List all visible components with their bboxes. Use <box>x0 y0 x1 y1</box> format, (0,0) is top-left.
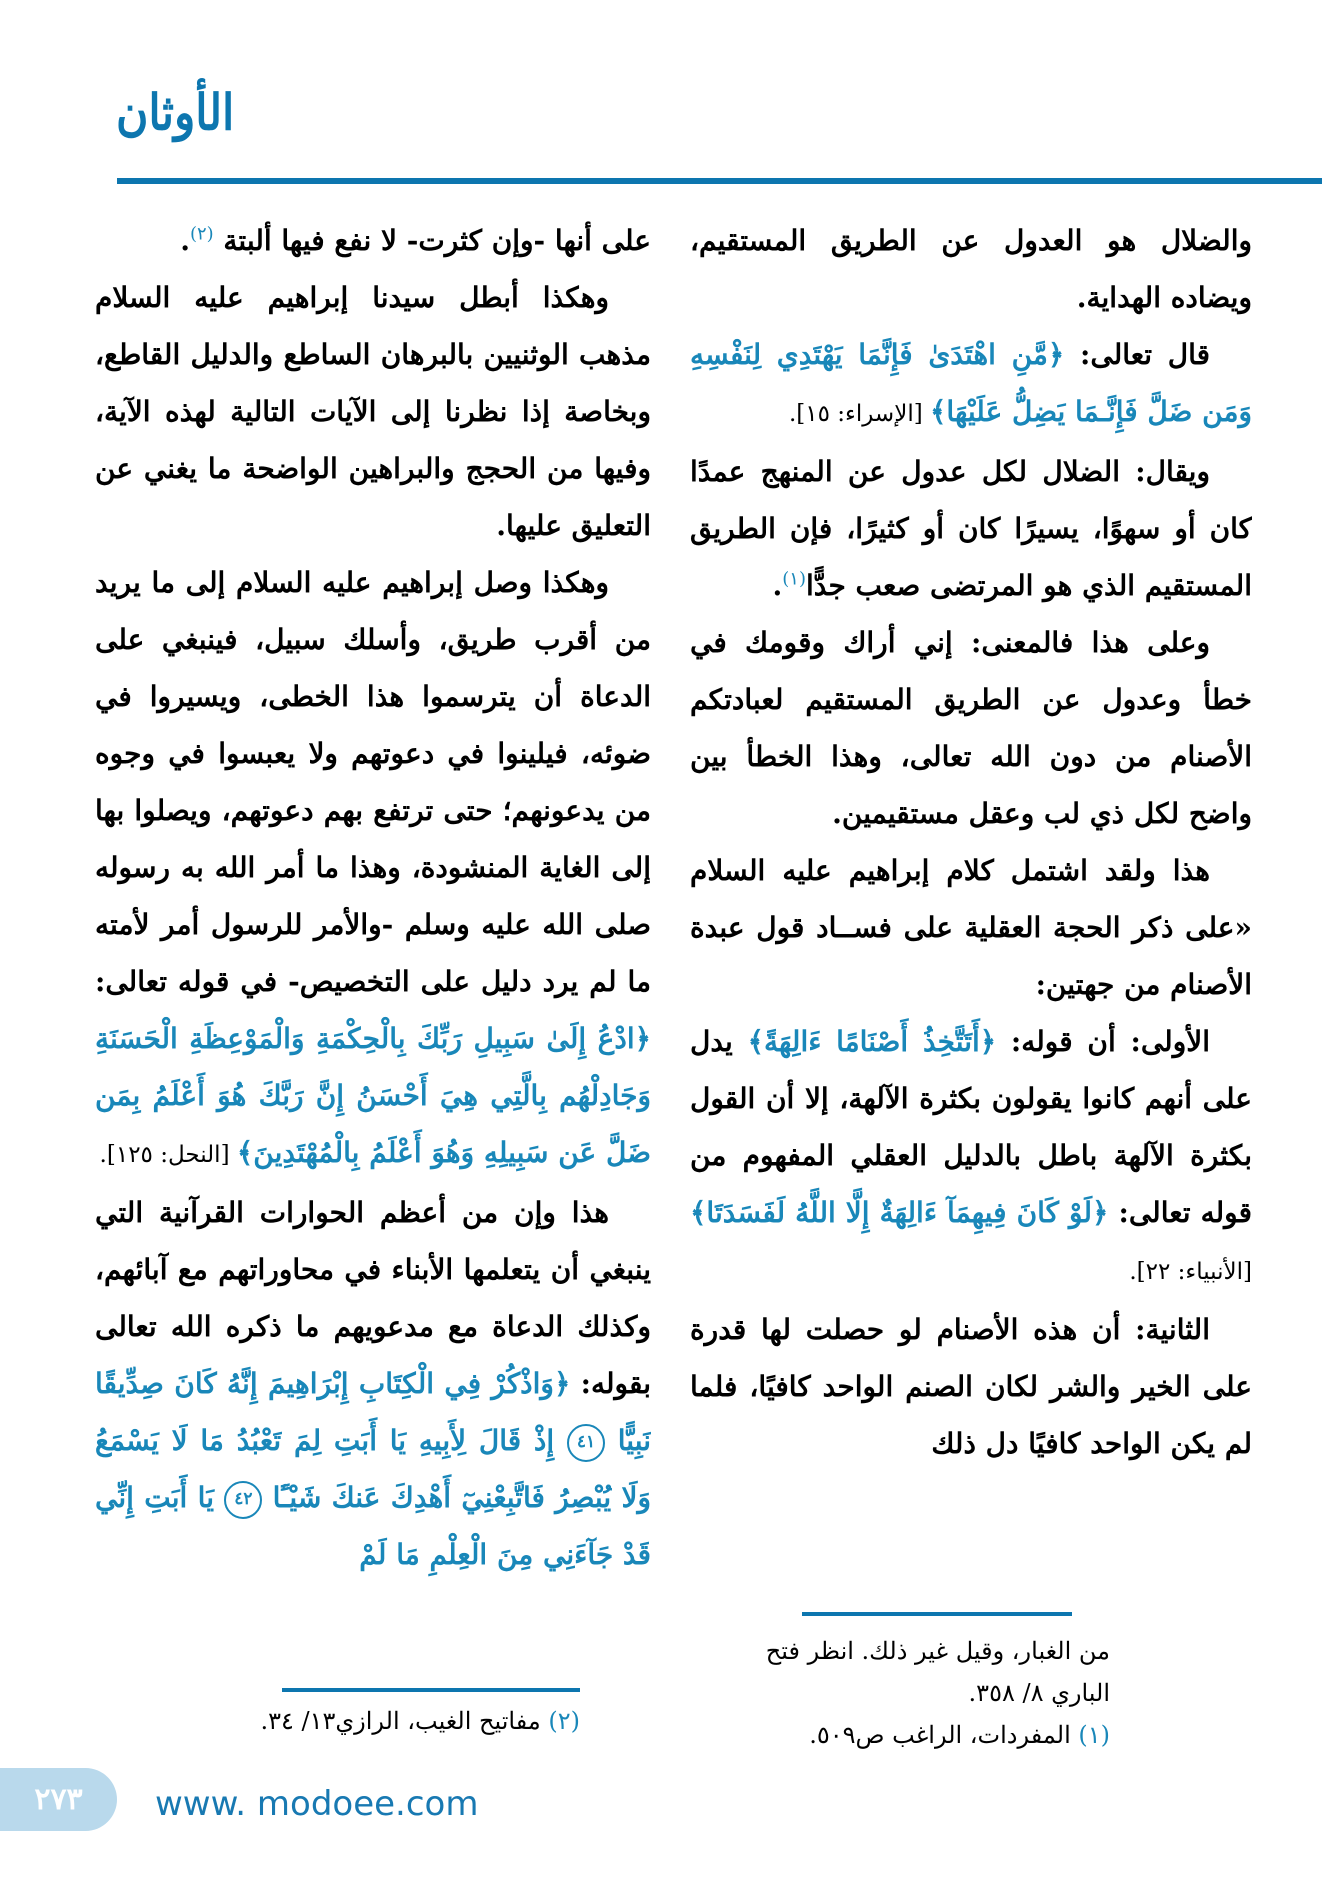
footnote-block-right <box>700 1630 1110 1756</box>
quran-verse: ﴿ادْعُ إِلَىٰ سَبِيلِ رَبِّكَ بِالْحِكْمَةِ وَالْمَوْعِظَةِ الْحَسَنَةِ وَجَادِلْهُم بِالَّتِي هِيَ أَحْسَنُ إِنَّ رَبَّكَ هُوَ أَعْلَمُ بِمَن ضَلَّ عَن سَبِيلِهِ وَهُوَ أَعْلَمُ بِالْمُهْتَدِينَ﴾ <box>95 1022 651 1169</box>
site-url: www. modoee.com <box>155 1784 479 1824</box>
footnote-block-left <box>152 1700 580 1742</box>
footnote-separator-right <box>802 1612 1072 1616</box>
header-rule <box>117 178 1322 184</box>
text-run: مفاتيح الغيب، الرازي١٣/ ٣٤. <box>260 1707 541 1735</box>
column-right <box>690 212 1252 1604</box>
paragraph <box>700 1630 1110 1714</box>
footnote-ref: (٢) <box>189 223 214 245</box>
paragraph <box>690 1301 1252 1472</box>
quran-verse: يَا أَبَتِ إِنِّي قَدْ جَآءَنِي مِنَ الْعِلْمِ مَا لَمْ <box>95 1481 651 1571</box>
column-left <box>95 212 651 1677</box>
text-run: يدل على أنهم كانوا يقولون بكثرة الآلهة، إلا أن القول بكثرة الآلهة باطل بالدليل العقلي المفهوم من قوله تعالى: <box>690 1025 1252 1229</box>
text-run: الثانية: أن هذه الأصنام لو حصلت لها قدرة على الخير والشر لكان الصنم الواحد كافيًا، فلما لم يكن الواحد كافيًا دل ذلك <box>690 1313 1252 1460</box>
paragraph <box>690 842 1252 1013</box>
ayah-number-badge: ٤٢ <box>224 1481 262 1519</box>
paragraph <box>95 554 651 1184</box>
paragraph <box>690 212 1252 326</box>
paragraph <box>700 1714 1110 1756</box>
text-run: وعلى هذا فالمعنى: إني أراك وقومك في خطأ وعدول عن الطريق المستقيم لعبادتكم الأصنام من دون الله تعالى، وهذا الخطأ بين واضح لكل ذي لب وعقل مستقيمين. <box>690 626 1252 830</box>
text-run: المفردات، الراغب ص٥٠٩. <box>809 1721 1071 1749</box>
page-number: ٢٧٣ <box>34 1781 83 1817</box>
paragraph <box>690 443 1252 614</box>
text-run: هذا ولقد اشتمل كلام إبراهيم عليه السلام «على ذكر الحجة العقلية على فســاد قول عبدة الأصنام من جهتين: <box>690 854 1252 1001</box>
quran-verse: ﴿مَّنِ اهْتَدَىٰ فَإِنَّمَا يَهْتَدِي لِنَفْسِهِ وَمَن ضَلَّ فَإِنَّـمَا يَضِلُّ عَلَيْهَا﴾ <box>690 338 1252 428</box>
verse-reference: [النحل: ١٢٥]. <box>99 1142 237 1168</box>
text-run: وهكذا وصل إبراهيم عليه السلام إلى ما يريد من أقرب طريق، وأسلك سبيل، فينبغي على الدعاة أن يترسموا هذا الخطى، ويسيروا في ضوئه، فيلينوا في دعوتهم ولا يعبسوا في وجوه من يدعونهم؛ حتى ترتفع بهم دعوتهم، ويصلوا بها إلى الغاية المنشودة، وهذا ما أمر الله به رسوله صلى الله عليه وسلم -والأمر للرسول أمر لأمته ما لم يرد دليل على التخصيص- في قوله تعالى: <box>95 566 651 998</box>
chapter-logo-al-awthan: الأوثان <box>116 84 235 142</box>
footnote-marker: (٢) <box>540 1707 580 1735</box>
text-run: . <box>772 569 783 602</box>
text-run: الأولى: أن قوله: <box>996 1025 1210 1058</box>
paragraph <box>95 1184 651 1583</box>
text-run: والضلال هو العدول عن الطريق المستقيم، ويضاده الهداية. <box>690 224 1252 314</box>
quran-verse: إِذْ قَالَ لِأَبِيهِ يَا أَبَتِ لِمَ تَعْبُدُ مَا لَا يَسْمَعُ وَلَا يُبْصِرُ فَاتَّبِعْنِيٓ أَهْدِكَ عَنكَ شَيْـًٔا <box>95 1424 651 1514</box>
paragraph <box>95 212 651 269</box>
text-run: . <box>180 224 190 257</box>
ayah-number-badge: ٤١ <box>567 1424 605 1462</box>
footnote-marker: (١) <box>1070 1721 1110 1749</box>
text-run: من الغبار، وقيل غير ذلك. انظر فتح الباري ٨/ ٣٥٨. <box>765 1637 1110 1707</box>
page-number-tab <box>0 1768 117 1831</box>
text-run: وهكذا أبطل سيدنا إبراهيم عليه السلام مذهب الوثنيين بالبرهان الساطع والدليل القاطع، وبخاصة إذا نظرنا إلى الآيات التالية لهذه الآية، وفيها من الحجج والبراهين الواضحة ما يغني عن التعليق عليها. <box>95 281 651 542</box>
verse-reference: [الإسراء: ١٥]. <box>788 401 930 427</box>
paragraph <box>152 1700 580 1742</box>
quran-verse: ﴿لَوْ كَانَ فِيهِمَآ ءَالِهَةٌ إِلَّا اللَّهُ لَفَسَدَتَا﴾ <box>690 1196 1109 1229</box>
paragraph <box>690 326 1252 443</box>
text-run: على أنها -وإن كثرت- لا نفع فيها ألبتة <box>213 224 651 257</box>
paragraph <box>690 1013 1252 1301</box>
footnote-separator-left <box>282 1688 580 1692</box>
footnote-ref: (١) <box>782 568 806 590</box>
text-run: قال تعالى: <box>1064 338 1210 371</box>
verse-reference: [الأنبياء: ٢٢]. <box>1129 1259 1252 1285</box>
text-run: ويقال: الضلال لكل عدول عن المنهج عمدًا كان أو سهوًا، يسيرًا كان أو كثيرًا، فإن الطريق المستقيم الذي هو المرتضى صعب جدًّا <box>690 455 1252 602</box>
paragraph <box>95 269 651 554</box>
paragraph <box>690 614 1252 842</box>
quran-verse: ﴿وَاذْكُرْ فِي الْكِتَابِ إِبْرَاهِيمَ إِنَّهُ كَانَ صِدِّيقًا نَبِيًّا <box>95 1367 651 1457</box>
text-run: هذا وإن من أعظم الحوارات القرآنية التي ينبغي أن يتعلمها الأبناء في محاوراتهم مع آبائهم، وكذلك الدعاة مع مدعويهم ما ذكره الله تعالى بقوله: <box>95 1196 651 1400</box>
quran-verse: ﴿أَتَتَّخِذُ أَصْنَامًا ءَالِهَةً﴾ <box>747 1025 997 1058</box>
